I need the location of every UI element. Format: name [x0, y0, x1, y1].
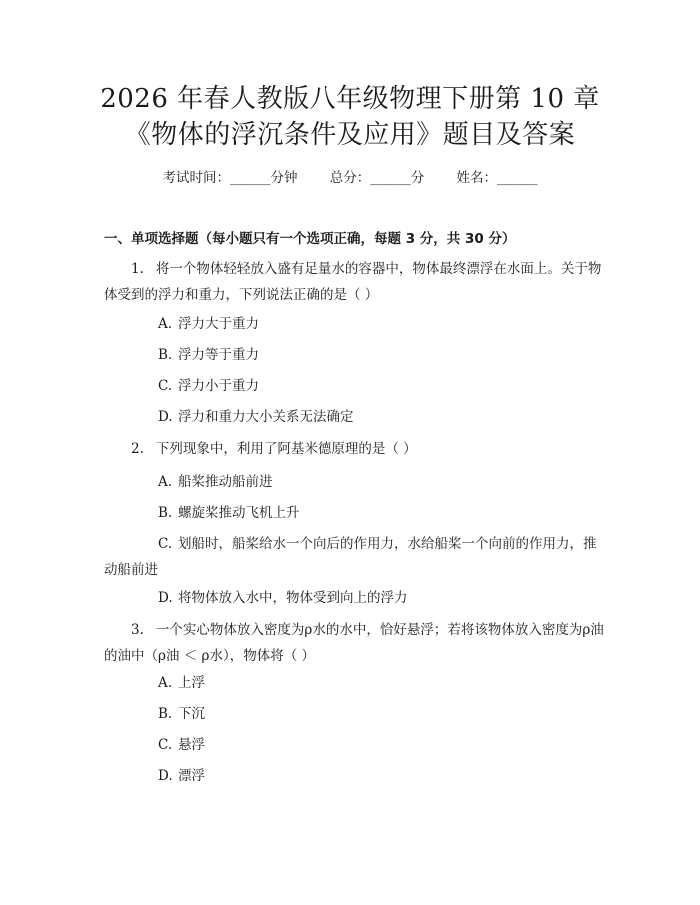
student-name-field: 姓名：______	[456, 170, 538, 186]
exam-info	[0, 168, 700, 188]
option-letter: A.	[158, 675, 173, 691]
question-2-option-b	[158, 503, 300, 523]
question-text: 一个实心物体放入密度为ρ水的水中，恰好悬浮；若将该物体放入密度为ρ油的油中（ρ油 ＜ ρ水），物体将（ ）	[104, 622, 604, 664]
question-number: 1.	[131, 261, 144, 277]
question-3	[104, 617, 604, 669]
option-letter: D.	[158, 590, 173, 606]
document-title-line-2: 《物体的浮沉条件及应用》题目及答案	[124, 120, 576, 150]
option-letter: B.	[158, 347, 173, 363]
question-number: 2.	[131, 441, 144, 457]
total-score-field: 总分：______分	[329, 170, 425, 186]
question-text: 下列现象中，利用了阿基米德原理的是（ ）	[155, 441, 417, 457]
option-letter: B.	[158, 505, 173, 521]
question-2-option-c	[104, 531, 604, 583]
question-1-option-c	[158, 376, 259, 396]
option-letter: C.	[158, 378, 173, 394]
option-letter: B.	[158, 706, 173, 722]
option-text: 悬浮	[178, 737, 205, 753]
question-1	[104, 256, 604, 308]
option-text: 划船时，船桨给水一个向后的作用力，水给船桨一个向前的作用力，推动船前进	[104, 536, 597, 578]
question-2	[104, 436, 604, 462]
option-letter: C.	[158, 536, 173, 552]
document-title-line-1: 2026 年春人教版八年级物理下册第 10 章	[100, 84, 600, 114]
section-heading: 一、单项选择题（每小题只有一个选项正确，每题 3 分，共 30 分）	[104, 231, 516, 247]
option-letter: D.	[158, 768, 173, 784]
option-letter: D.	[158, 409, 173, 425]
question-1-option-d	[158, 407, 354, 427]
option-text: 浮力等于重力	[178, 347, 259, 363]
question-number: 3.	[131, 622, 144, 638]
question-2-option-a	[158, 472, 273, 492]
option-letter: A.	[158, 474, 173, 490]
option-text: 浮力和重力大小关系无法确定	[178, 409, 354, 425]
option-text: 浮力大于重力	[178, 316, 259, 332]
question-3-option-c	[158, 735, 205, 755]
question-2-option-d	[158, 588, 408, 608]
option-text: 漂浮	[178, 768, 205, 784]
question-1-option-a	[158, 314, 259, 334]
option-letter: A.	[158, 316, 173, 332]
option-text: 螺旋桨推动飞机上升	[178, 505, 300, 521]
option-letter: C.	[158, 737, 173, 753]
exam-time-field: 考试时间：______分钟	[162, 170, 298, 186]
option-text: 下沉	[178, 706, 205, 722]
option-text: 上浮	[178, 675, 205, 691]
option-text: 浮力小于重力	[178, 378, 259, 394]
option-text: 将物体放入水中，物体受到向上的浮力	[178, 590, 408, 606]
option-text: 船桨推动船前进	[178, 474, 273, 490]
question-3-option-d	[158, 766, 205, 786]
question-3-option-b	[158, 704, 205, 724]
question-1-option-b	[158, 345, 259, 365]
question-3-option-a	[158, 673, 205, 693]
question-text: 将一个物体轻轻放入盛有足量水的容器中，物体最终漂浮在水面上。关于物体受到的浮力和重力，下列说法正确的是（ ）	[104, 261, 602, 303]
